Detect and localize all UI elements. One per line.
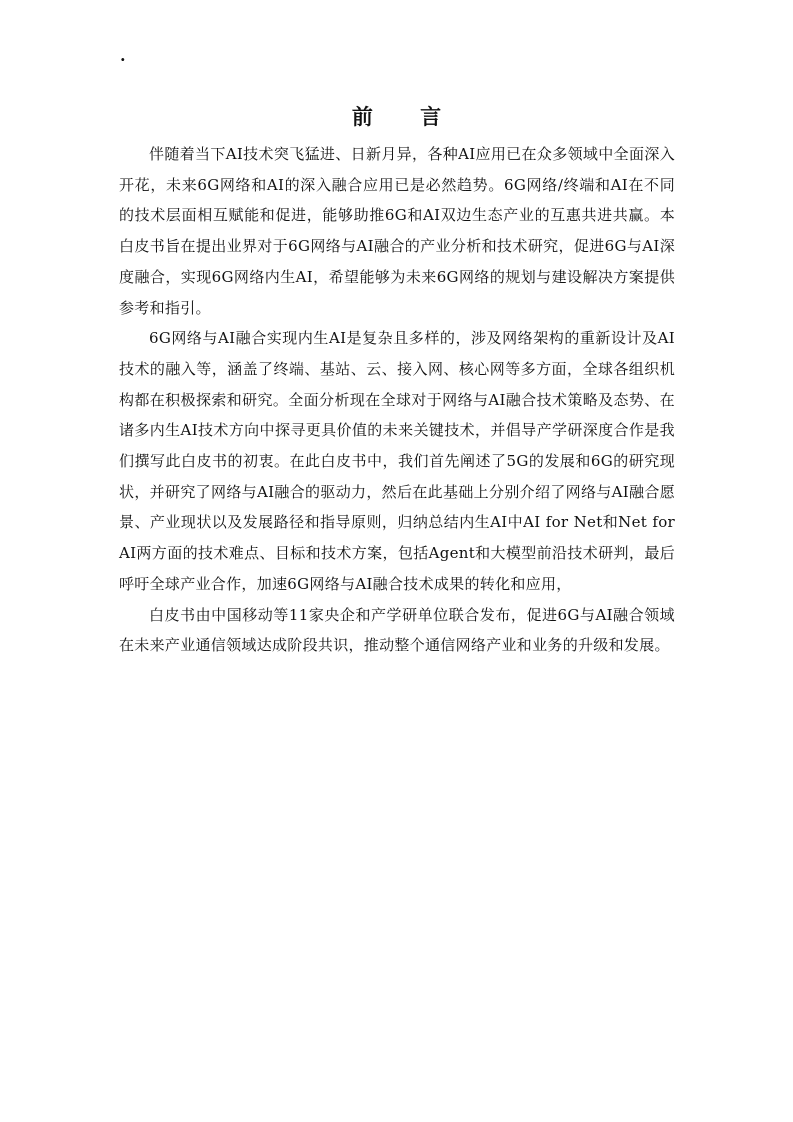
paragraph: 伴随着当下AI技术突飞猛进、日新月异，各种AI应用已在众多领域中全面深入开花，未来6G网络和AI的深入融合应用已是必然趋势。6G网络/终端和AI在不同的技术层面相互赋能和促进，能够助推6G和AI双边生态产业的互惠共进共赢。本白皮书旨在提出业界对于6G网络与AI融合的产业分析和技术研究，促进6G与AI深度融合，实现6G网络内生AI，希望能够为未来6G网络的规划与建设解决方案提供参考和指引。 (119, 145, 675, 317)
preface-body (119, 139, 675, 661)
page-marker: · (120, 50, 126, 69)
paragraph: 白皮书由中国移动等11家央企和产学研单位联合发布，促进6G与AI融合领域在未来产业通信领域达成阶段共识，推动整个通信网络产业和业务的升级和发展。 (119, 605, 675, 655)
paragraph: 6G网络与AI融合实现内生AI是复杂且多样的，涉及网络架构的重新设计及AI技术的融入等，涵盖了终端、基站、云、接入网、核心网等多方面，全球各组织机构都在积极探索和研究。全面分析现在全球对于网络与AI融合技术策略及态势、在诸多内生AI技术方向中探寻更具价值的未来关键技术，并倡导产学研深度合作是我们撰写此白皮书的初衷。在此白皮书中，我们首先阐述了5G的发展和6G的研究现状，并研究了网络与AI融合的驱动力，然后在此基础上分别介绍了网络与AI融合愿景、产业现状以及发展路径和指导原则，归纳总结内生AI中AI for Net和Net for AI两方面的技术难点、目标和技术方案，包括Agent和大模型前沿技术研判，最后呼吁全球产业合作，加速6G网络与AI融合技术成果的转化和应用， (119, 329, 675, 593)
page-title: 前 言 (351, 104, 462, 129)
